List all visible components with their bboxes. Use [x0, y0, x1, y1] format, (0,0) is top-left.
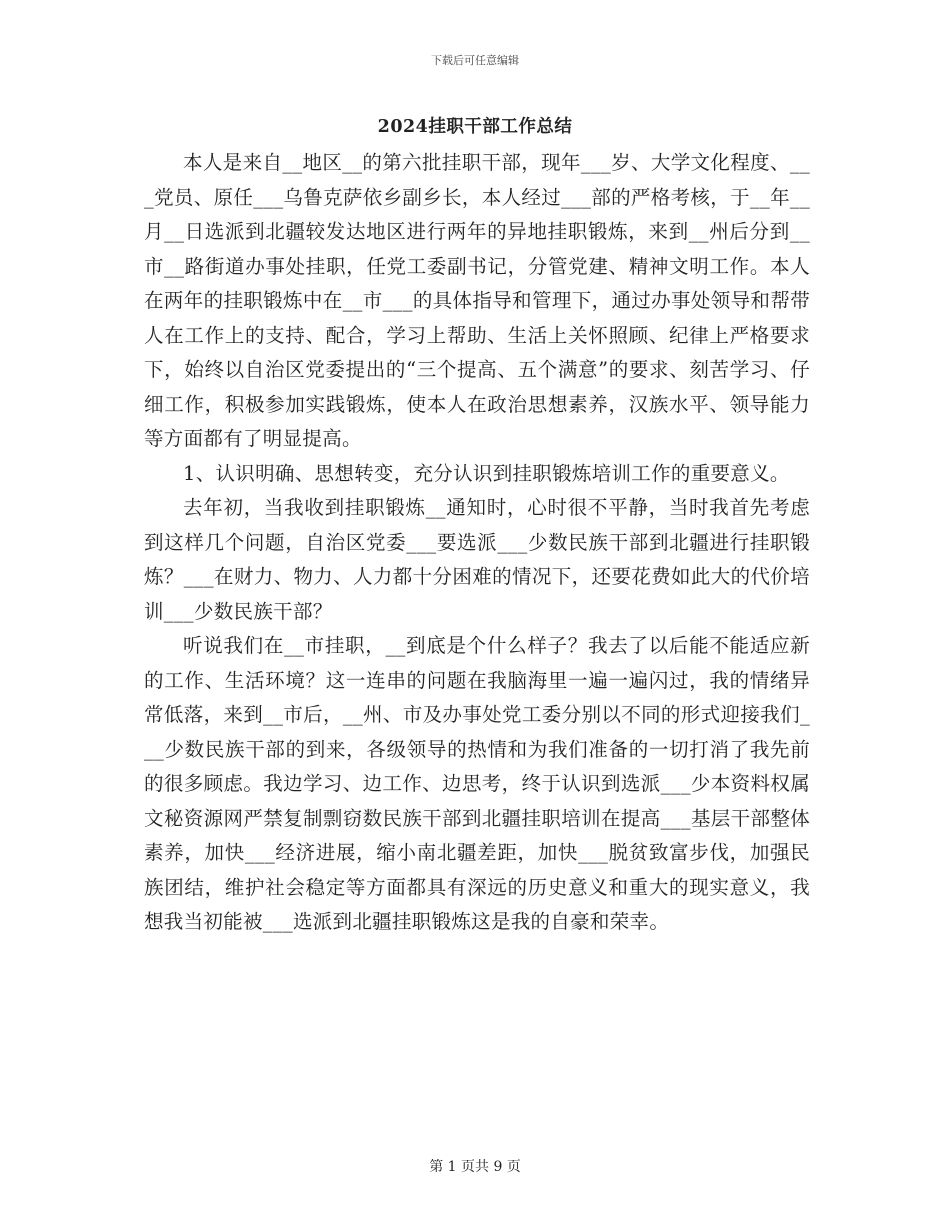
document-body — [144, 146, 810, 940]
paragraph-intro: 本人是来自__地区__的第六批挂职干部，现年___岁、大学文化程度、___党员、原任___乌鲁克萨依乡副乡长，本人经过___部的严格考核，于__年__月__日选派到北疆较发达地区进行两年的异地挂职锻炼，来到__州后分到__市__路街道办事处挂职，任党工委副书记，分管党建、精神文明工作。本人在两年的挂职锻炼中在__市___的具体指导和管理下，通过办事处领导和帮带人在工作上的支持、配合，学习上帮助、生活上关怀照顾、纪律上严格要求下，始终以自治区党委提出的“三个提高、五个满意”的要求、刻苦学习、仔细工作，积极参加实践锻炼，使本人在政治思想素养，汉族水平、领导能力等方面都有了明显提高。 — [144, 151, 810, 450]
paragraph-questions: 去年初，当我收到挂职锻炼__通知时，心时很不平静，当时我首先考虑到这样几个问题，自治区党委___要选派___少数民族干部到北疆进行挂职锻炼？___在财力、物力、人力都十分困难的情况下，还要花费如此大的代价培训___少数民族干部？ — [144, 496, 810, 623]
header-note: 下载后可任意编辑 — [431, 54, 519, 67]
document-title: 2024挂职干部工作总结 — [377, 117, 573, 137]
paragraph-reflection: 听说我们在__市挂职，__到底是个什么样子？我去了以后能不能适应新的工作、生活环境？这一连串的问题在我脑海里一遍一遍闪过，我的情绪异常低落，来到__市后，__州、市及办事处党工委分别以不同的形式迎接我们___少数民族干部的到来，各级领导的热情和为我们准备的一切打消了我先前的很多顾虑。我边学习、边工作、边思考，终于认识到选派___少本资料权属文秘资源网严禁复制剽窃数民族干部到北疆挂职培训在提高___基层干部整体素养，加快___经济进展，缩小南北疆差距，加快___脱贫致富步伐，加强民族团结，维护社会稳定等方面都具有深远的历史意义和重大的现实意义，我想我当初能被___选派到北疆挂职锻炼这是我的自豪和荣幸。 — [144, 634, 810, 933]
paragraph-section-1-heading: 1、认识明确、思想转变，充分认识到挂职锻炼培训工作的重要意义。 — [183, 461, 790, 485]
page-footer: 第 1 页共 9 页 — [429, 1159, 521, 1175]
